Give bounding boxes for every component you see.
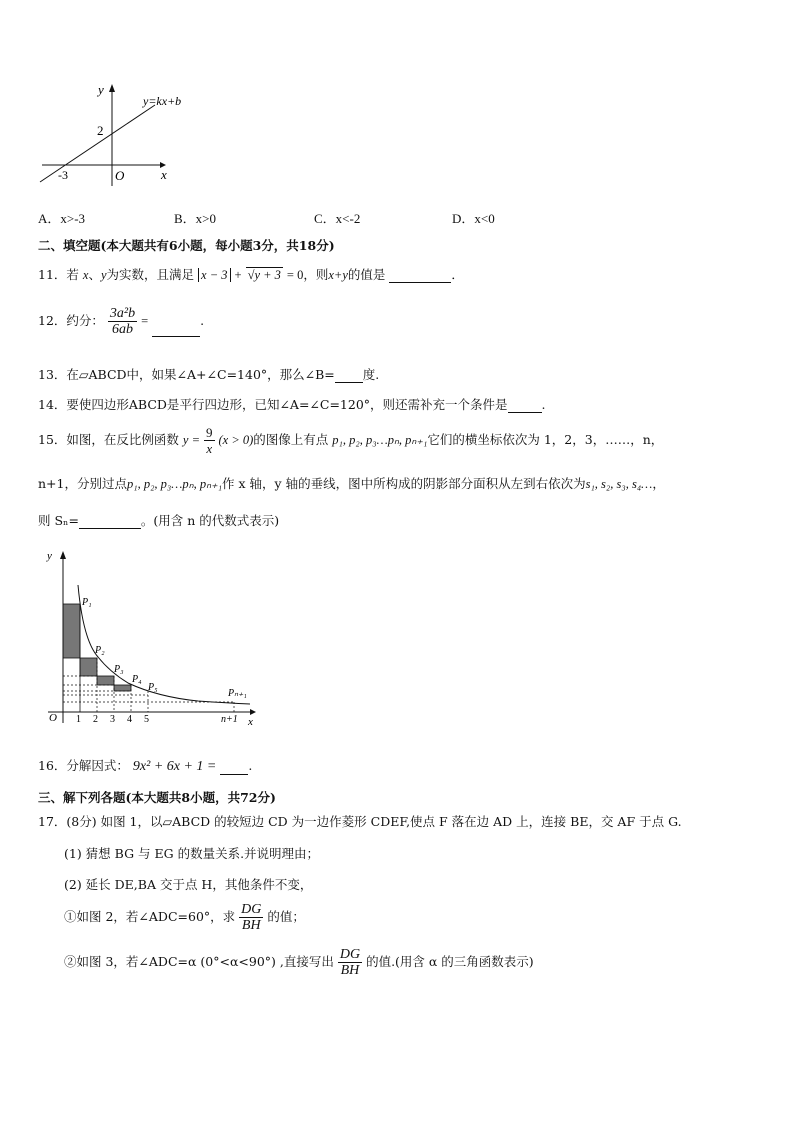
answer-blank-14 — [508, 399, 542, 413]
question-17-part-2a: ①如图 2，若∠ADC=60°，求 $\frac{DG}{BH}$ 的值； — [64, 902, 305, 933]
y-intercept-label: 2 — [97, 123, 104, 138]
shaded-area-s1 — [63, 604, 80, 658]
point-p4: P₄ — [132, 674, 142, 685]
linear-function-graph — [30, 78, 200, 193]
point-p5: P₅ — [148, 682, 158, 693]
shaded-area-s3 — [97, 676, 114, 685]
y-axis-label: y — [47, 550, 52, 562]
y-axis-arrow — [60, 551, 66, 559]
question-11: 11．若 x、y为实数，且满足 x − 3 + √y + 3 = 0，则x+y的值是 ． — [38, 267, 464, 282]
answer-blank-15 — [79, 515, 141, 529]
point-pn1: Pₙ₊₁ — [228, 688, 247, 699]
x-axis-label: x — [161, 167, 167, 182]
question-17-part-2: (2) 延长 DE,BA 交于点 H，其他条件不变， — [64, 877, 313, 892]
tick-4: 4 — [127, 714, 132, 725]
fraction-3a2b-6ab: $\frac{\text{3a²b}}{6ab}$ — [109, 306, 136, 337]
tick-1: 1 — [76, 714, 81, 725]
fraction-dg-bh: $\frac{DG}{BH}$ — [241, 902, 262, 933]
answer-blank-12 — [152, 323, 200, 337]
question-15-line-3: 则 Sₙ= 。(用含 n 的代数式表示) — [38, 513, 280, 528]
tick-2: 2 — [93, 714, 98, 725]
line-label: y=kx+b — [143, 94, 182, 108]
point-p2: P₂ — [95, 645, 105, 656]
option-b: B．x>0 — [174, 211, 217, 226]
answer-blank-11 — [389, 269, 451, 283]
x-intercept-label: -3 — [58, 168, 68, 182]
option-d: D．x<0 — [452, 211, 495, 226]
origin-label: O — [115, 168, 125, 183]
x-axis-arrow — [250, 709, 256, 715]
y-axis-label: y — [98, 82, 104, 97]
option-a: A．x>-3 — [38, 211, 86, 226]
question-17-part-1: (1) 猜想 BG 与 EG 的数量关系.并说明理由； — [64, 846, 320, 861]
question-16: 16．分解因式： 9x² + 6x + 1 = . — [38, 758, 253, 774]
question-14: 14．要使四边形ABCD是平行四边形，已知∠A=∠C=120°，则还需补充一个条件是 . — [38, 397, 546, 412]
question-15-line-1: 15．如图，在反比例函数 y = $\frac{9}{x}$ (x > 0)的图像上有点 p₁, p₂, p₃…pₙ, pₙ₊₁它们的横坐标依次为 1，2，3，……，n， — [38, 425, 664, 456]
tick-5: 5 — [144, 714, 149, 725]
question-17-part-2b: ②如图 3，若∠ADC=α (0°<α<90°) ,直接写出 $\frac{DG}{BH}$ 的值.(用含 α 的三角函数表示) — [64, 947, 534, 978]
section-2-heading: 二、填空题(本大题共有6小题，每小题3分，共18分) — [38, 238, 335, 253]
answer-blank-13 — [335, 369, 363, 383]
question-17-intro: 17．(8分) 如图 1，以▱ABCD 的较短边 CD 为一边作菱形 CDEF,使点 F 落在边 AD 上，连接 BE，交 AF 于点 G. — [38, 814, 682, 829]
abs-expression: x − 3 — [198, 268, 230, 282]
question-15-line-2: n+1，分别过点p₁, p₂, p₃…pₙ, pₙ₊₁作 x 轴，y 轴的垂线，图中所构成的阴影部分面积从左到右依次为s₁, s₂, s₃, s₄…， — [38, 476, 665, 491]
fraction-9-over-x: $\frac{9}{x}$ — [206, 425, 213, 456]
shaded-area-s2 — [80, 658, 97, 676]
fraction-dg-bh-2: $\frac{DG}{BH}$ — [339, 947, 361, 978]
inverse-function-graph — [38, 545, 263, 727]
y-axis-arrow — [109, 84, 115, 92]
x-axis-label: x — [248, 716, 253, 727]
question-12: 12．约分： $\frac{\text{3a²b}}{6ab}$ = . — [38, 306, 205, 337]
point-p1: P₁ — [82, 597, 92, 608]
question-13: 13．在▱ABCD中，如果∠A+∠C=140°，那么∠B= 度. — [38, 367, 380, 382]
option-c: C．x<-2 — [314, 211, 361, 226]
origin-label: O — [49, 712, 57, 724]
point-p3: P₃ — [114, 664, 124, 675]
answer-blank-16 — [220, 761, 248, 775]
tick-n-plus-1: n+1 — [221, 714, 238, 725]
sqrt-expression: √y + 3 — [247, 268, 281, 282]
shaded-area-s4 — [114, 685, 131, 691]
tick-3: 3 — [110, 714, 115, 725]
section-3-heading: 三、解下列各题(本大题共8小题，共72分) — [38, 790, 276, 805]
